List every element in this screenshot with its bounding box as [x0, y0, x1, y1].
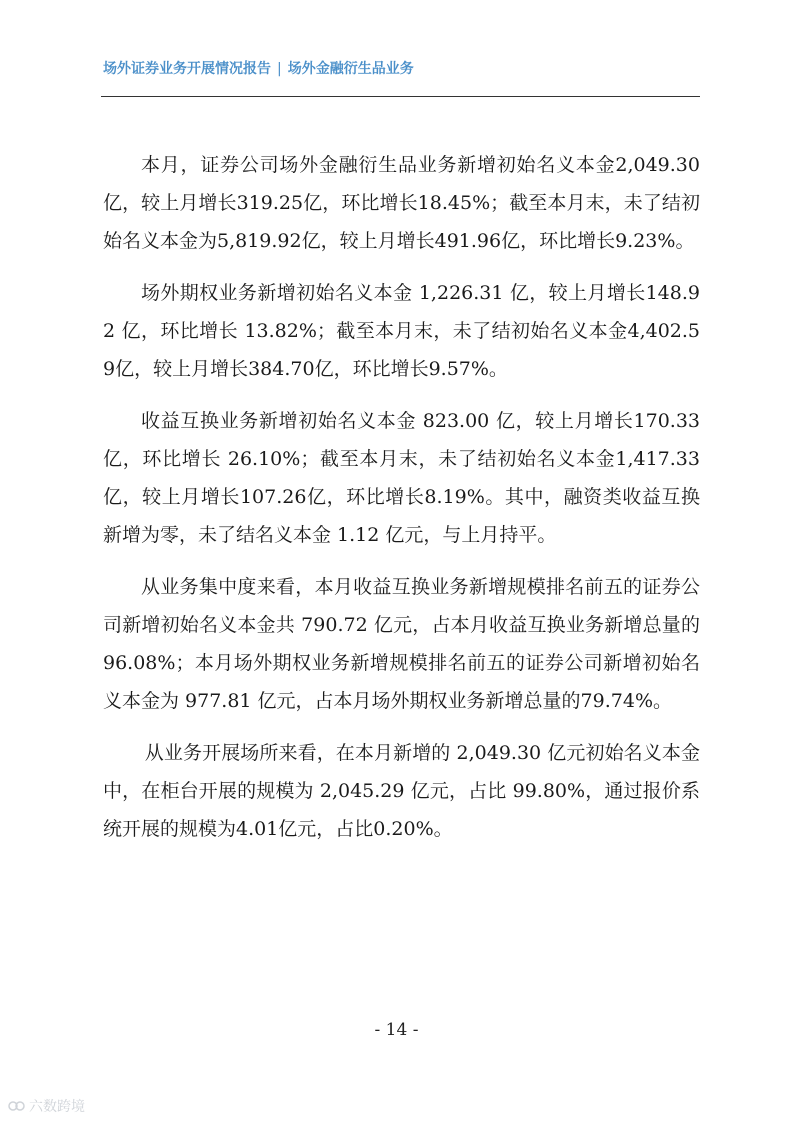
paragraph-options: 场外期权业务新增初始名义本金 1,226.31 亿，较上月增长148.92 亿，环比增长 13.82%；截至本月末，未了结初始名义本金4,402.59亿，较上月增长384.70亿，环比增长9.57%。: [103, 282, 700, 380]
paragraph-venue: 从业务开展场所来看，在本月新增的 2,049.30 亿元初始名义本金中，在柜台开展的规模为 2,045.29 亿元，占比 99.80%，通过报价系统开展的规模为4.01亿元，占比0.20%。: [103, 742, 700, 840]
page-number: - 14 -: [374, 1020, 419, 1040]
paragraph-swaps: 收益互换业务新增初始名义本金 823.00 亿，较上月增长170.33 亿，环比增长 26.10%；截至本月末，未了结初始名义本金1,417.33亿，较上月增长107.26亿，环比增长8.19%。其中，融资类收益互换新增为零，未了结名义本金 1.12 亿元，与上月持平。: [103, 410, 700, 546]
paragraph-concentration: 从业务集中度来看，本月收益互换业务新增规模排名前五的证券公司新增初始名义本金共 790.72 亿元，占本月收益互换业务新增总量的96.08%；本月场外期权业务新增规模排名前五的证券公司新增初始名义本金为 977.81 亿元，占本月场外期权业务新增总量的79.74%。: [103, 576, 700, 712]
paragraph-overview: 本月，证券公司场外金融衍生品业务新增初始名义本金2,049.30亿，较上月增长319.25亿，环比增长18.45%；截至本月末，未了结初始名义本金为5,819.92亿，较上月增长491.96亿，环比增长9.23%。: [103, 154, 700, 252]
header-report-title: 场外证券业务开展情况报告: [103, 61, 271, 77]
header-separator: |: [277, 61, 282, 77]
watermark: [8, 1096, 85, 1116]
header-section-title: 场外金融衍生品业务: [287, 61, 414, 77]
watermark-text: 六数跨境: [29, 1099, 85, 1115]
header-divider: [101, 96, 700, 97]
document-body: [103, 146, 700, 862]
page-header: [103, 58, 700, 78]
watermark-logo-icon: [8, 1099, 26, 1113]
